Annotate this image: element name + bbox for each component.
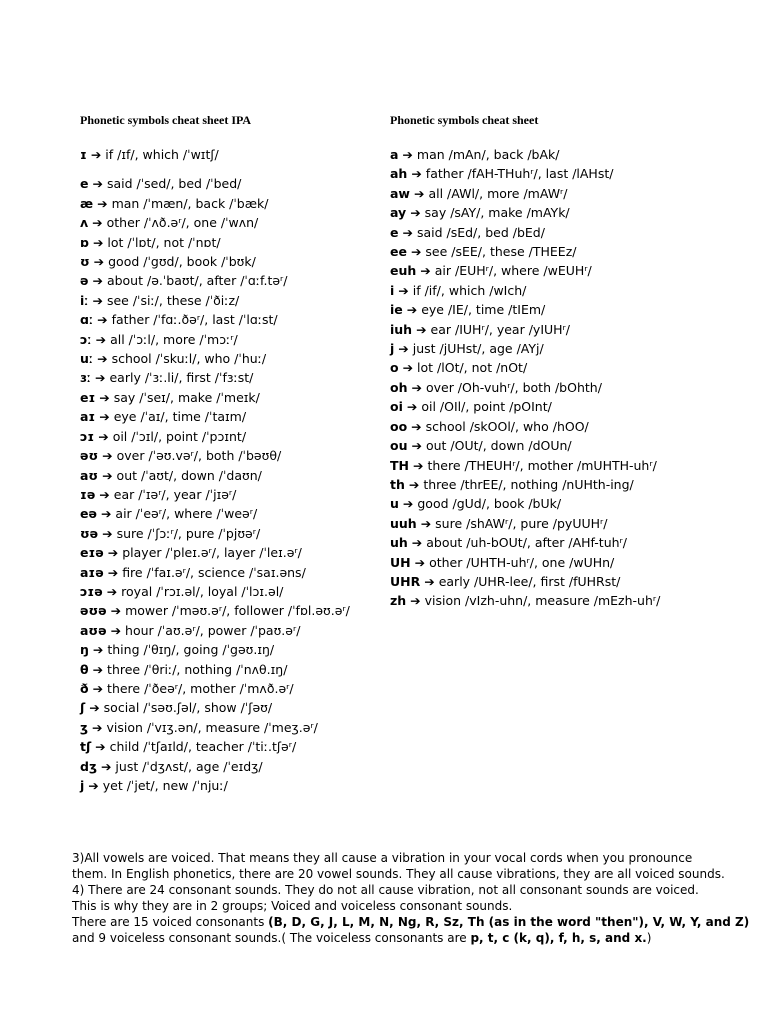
simple-row [390, 591, 750, 610]
symbol: ɪə [80, 486, 96, 502]
arrow-icon: ➔ [92, 273, 103, 289]
ipa-row [80, 233, 370, 252]
ipa-row [80, 213, 370, 232]
symbol: ŋ [80, 642, 89, 658]
symbol: ʌ [80, 215, 89, 231]
example-words: lot /ˈlɒt/, not /ˈnɒt/ [107, 234, 221, 250]
simple-row [390, 242, 750, 261]
arrow-icon: ➔ [411, 438, 422, 454]
arrow-icon: ➔ [95, 331, 107, 347]
arrow-icon: ➔ [402, 147, 413, 162]
example-words: out /OUt/, down /dOUn/ [425, 438, 572, 454]
ipa-row [80, 145, 370, 164]
arrow-icon: ➔ [99, 409, 110, 425]
arrow-icon: ➔ [102, 467, 113, 483]
ipa-row [80, 621, 370, 640]
simple-row [390, 533, 750, 552]
ipa-row [80, 407, 370, 426]
example-words: social /ˈsəʊ.ʃəl/, show /ˈʃəʊ/ [103, 700, 273, 716]
example-words: school /ˈskuːl/, who /ˈhuː/ [111, 351, 267, 367]
simple-row [390, 553, 750, 572]
ipa-row [80, 660, 370, 679]
arrow-icon: ➔ [92, 215, 103, 231]
simple-row [390, 475, 750, 494]
example-words: out /ˈaʊt/, down /ˈdaʊn/ [116, 467, 262, 483]
arrow-icon: ➔ [424, 573, 435, 589]
simple-row [390, 261, 750, 280]
arrow-icon: ➔ [406, 302, 418, 318]
arrow-icon: ➔ [102, 448, 113, 464]
symbol: a [390, 147, 399, 162]
ipa-rows [80, 145, 370, 795]
example-words: good /ˈgʊd/, book /ˈbʊk/ [108, 254, 256, 270]
symbol: aw [390, 185, 410, 201]
arrow-icon: ➔ [92, 292, 103, 308]
example-words: other /ˈʌð.əʳ/, one /ˈwʌn/ [106, 215, 259, 231]
symbol: ɔɪə [80, 583, 103, 599]
ipa-row [80, 757, 370, 776]
symbol: ʊə [80, 525, 99, 541]
arrow-icon: ➔ [413, 185, 425, 201]
symbol: ʒ [80, 719, 89, 735]
ipa-row [80, 368, 370, 387]
arrow-icon: ➔ [411, 166, 422, 182]
arrow-icon: ➔ [411, 418, 422, 434]
symbol: ou [390, 438, 408, 454]
example-words: vision /ˈvɪʒ.ən/, measure /ˈmeʒ.əʳ/ [106, 719, 318, 735]
example-words: lot /lOt/, not /nOt/ [417, 360, 528, 376]
example-words: father /ˈfɑː.ðəʳ/, last /ˈlɑːst/ [111, 312, 278, 328]
simple-row [390, 397, 750, 416]
simple-row [390, 572, 750, 591]
simple-row [390, 339, 750, 358]
notes-line-5 [72, 914, 750, 930]
simple-row [390, 203, 750, 222]
simple-row [390, 417, 750, 436]
example-words: say /ˈseɪ/, make /ˈmeɪk/ [113, 389, 260, 405]
example-words: fire /ˈfaɪ.əʳ/, science /ˈsaɪ.əns/ [122, 564, 306, 580]
simple-column [390, 112, 750, 611]
symbol: iuh [390, 321, 413, 337]
arrow-icon: ➔ [102, 525, 113, 541]
example-words: royal /ˈrɔɪ.əl/, loyal /ˈlɔɪ.əl/ [121, 583, 284, 599]
example-words: about /ə.ˈbaʊt/, after /ˈɑːf.təʳ/ [106, 273, 288, 289]
symbol: th [390, 476, 405, 492]
simple-row [390, 300, 750, 319]
simple-row [390, 164, 750, 183]
symbol: θ [80, 661, 89, 677]
arrow-icon: ➔ [408, 476, 420, 492]
arrow-icon: ➔ [411, 379, 422, 395]
symbol: ʊ [80, 254, 90, 270]
ipa-row [80, 174, 370, 193]
example-words: all /ˈɔːl/, more /ˈmɔːʳ/ [110, 331, 238, 347]
notes-line-1: 3)All vowels are voiced. That means they all cause a vibration in your vocal cords when you pronounce [72, 851, 693, 865]
simple-row [390, 145, 750, 164]
ipa-row [80, 466, 370, 485]
example-words: child /ˈtʃaɪld/, teacher /ˈtiː.tʃəʳ/ [109, 739, 297, 755]
arrow-icon: ➔ [110, 622, 122, 638]
example-words: oil /OIl/, point /pOInt/ [421, 399, 552, 415]
symbol: ɪ [80, 147, 87, 162]
symbol: oi [390, 399, 403, 415]
symbol: tʃ [80, 739, 92, 755]
symbol: TH [390, 457, 409, 473]
symbol: uuh [390, 515, 417, 531]
symbol: ɔː [80, 331, 92, 347]
ipa-row [80, 524, 370, 543]
arrow-icon: ➔ [110, 603, 122, 619]
notes-line-6-text: and 9 voiceless consonant sounds.( The voiceless consonants are [72, 931, 471, 945]
notes-line-6-close: ) [646, 931, 652, 945]
ipa-row [80, 271, 370, 290]
symbol: oh [390, 379, 408, 395]
example-words: there /ˈðeəʳ/, mother /ˈmʌð.əʳ/ [107, 680, 294, 696]
example-words: man /mAn/, back /bAk/ [416, 147, 560, 162]
arrow-icon: ➔ [92, 719, 103, 735]
example-words: ear /ˈɪəʳ/, year /ˈjɪəʳ/ [113, 486, 237, 502]
example-words: eye /IE/, time /tIEm/ [421, 302, 546, 318]
arrow-icon: ➔ [97, 195, 108, 211]
simple-row [390, 320, 750, 339]
arrow-icon: ➔ [411, 535, 423, 551]
arrow-icon: ➔ [98, 428, 109, 444]
symbol: UH [390, 554, 411, 570]
ipa-row [80, 737, 370, 756]
arrow-icon: ➔ [410, 205, 421, 221]
symbol: ɑː [80, 312, 94, 328]
ipa-row [80, 330, 370, 349]
example-words: ear /IUHʳ/, year /yIUHʳ/ [430, 321, 570, 337]
arrow-icon: ➔ [95, 370, 106, 386]
ipa-row [80, 698, 370, 717]
ipa-row [80, 543, 370, 562]
notes-line-3: 4) There are 24 consonant sounds. They do not all cause vibration, not all consonant sounds are voiced. [72, 883, 699, 897]
arrow-icon: ➔ [107, 545, 119, 561]
simple-row [390, 184, 750, 203]
symbol: əʊ [80, 448, 99, 464]
symbol: ay [390, 205, 407, 221]
arrow-icon: ➔ [99, 389, 110, 405]
arrow-icon: ➔ [107, 564, 119, 580]
symbol: ɔɪ [80, 428, 95, 444]
arrow-icon: ➔ [420, 263, 431, 279]
ipa-row [80, 776, 370, 795]
example-words: man /ˈmæn/, back /ˈbæk/ [111, 195, 269, 211]
notes-line-5-text: There are 15 voiced consonants [72, 915, 269, 929]
example-words: over /Oh-vuhʳ/, both /bOhth/ [425, 379, 602, 395]
simple-row [390, 514, 750, 533]
arrow-icon: ➔ [99, 486, 110, 502]
symbol: i [390, 282, 395, 298]
arrow-icon: ➔ [90, 147, 102, 162]
symbol: UHR [390, 573, 421, 589]
symbol: aɪ [80, 409, 96, 425]
notes-line-4: This is why they are in 2 groups; Voiced and voiceless consonant sounds. [72, 899, 513, 913]
symbol: ie [390, 302, 403, 318]
symbol: ɒ [80, 234, 89, 250]
symbol: əʊə [80, 603, 107, 619]
example-words: other /UHTH-uhʳ/, one /wUHn/ [429, 554, 615, 570]
symbol: uh [390, 535, 408, 551]
simple-rows [390, 145, 750, 611]
symbol: iː [80, 292, 89, 308]
symbol: ɜː [80, 370, 92, 386]
example-words: oil /ˈɔɪl/, point /ˈpɔɪnt/ [112, 428, 247, 444]
ipa-row [80, 504, 370, 523]
example-words: about /uh-bOUt/, after /AHf-tuhʳ/ [426, 535, 627, 551]
arrow-icon: ➔ [106, 583, 118, 599]
symbol: e [390, 224, 399, 240]
example-words: said /ˈsed/, bed /ˈbed/ [106, 176, 242, 192]
arrow-icon: ➔ [92, 176, 103, 192]
example-words: vision /vIzh-uhn/, measure /mEzh-uhʳ/ [424, 593, 661, 609]
simple-row [390, 281, 750, 300]
arrow-icon: ➔ [92, 661, 104, 677]
example-words: see /sEE/, these /THEEz/ [425, 244, 577, 260]
notes-block [72, 850, 750, 946]
symbol: eɪ [80, 389, 96, 405]
symbol: ʃ [80, 700, 86, 716]
example-words: thing /ˈθɪŋ/, going /ˈgəʊ.ɪŋ/ [107, 642, 275, 658]
ipa-row [80, 310, 370, 329]
symbol: æ [80, 195, 94, 211]
symbol: ee [390, 244, 407, 260]
symbol: dʒ [80, 758, 97, 774]
arrow-icon: ➔ [416, 321, 427, 337]
arrow-icon: ➔ [402, 224, 413, 240]
arrow-icon: ➔ [412, 457, 424, 473]
arrow-icon: ➔ [93, 254, 105, 270]
example-words: just /ˈdʒʌst/, age /ˈeɪdʒ/ [115, 758, 263, 774]
arrow-icon: ➔ [92, 680, 104, 696]
example-words: early /UHR-lee/, first /fUHRst/ [438, 573, 621, 589]
arrow-icon: ➔ [402, 360, 414, 376]
example-words: see /ˈsiː/, these /ˈðiːz/ [106, 292, 240, 308]
ipa-row [80, 582, 370, 601]
arrow-icon: ➔ [97, 312, 108, 328]
example-words: say /sAY/, make /mAYk/ [424, 205, 570, 221]
simple-row [390, 456, 750, 475]
example-words: yet /ˈjet/, new /ˈnjuː/ [102, 778, 228, 793]
example-words: early /ˈɜː.li/, first /ˈfɜːst/ [109, 370, 254, 386]
example-words: air /ˈeəʳ/, where /ˈweəʳ/ [115, 506, 258, 522]
symbol: j [80, 778, 85, 793]
symbol: uː [80, 351, 94, 367]
ipa-row [80, 563, 370, 582]
simple-row [390, 378, 750, 397]
ipa-row [80, 718, 370, 737]
ipa-row [80, 388, 370, 407]
example-words: mower /ˈməʊ.əʳ/, follower /ˈfɒl.əʊ.əʳ/ [125, 603, 350, 619]
arrow-icon: ➔ [414, 554, 426, 570]
example-words: said /sEd/, bed /bEd/ [416, 224, 545, 240]
ipa-column [80, 112, 370, 795]
example-words: if /ɪf/, which /ˈwɪtʃ/ [105, 147, 219, 162]
example-words: just /jUHst/, age /AYj/ [412, 341, 544, 357]
arrow-icon: ➔ [406, 399, 418, 415]
symbol: o [390, 360, 399, 376]
arrow-icon: ➔ [100, 758, 112, 774]
simple-row [390, 358, 750, 377]
example-words: if /if/, which /wIch/ [412, 282, 527, 298]
voiceless-consonants-list: p, t, c (k, q), f, h, s, and x. [470, 931, 647, 945]
arrow-icon: ➔ [89, 700, 100, 716]
voiced-consonants-list: (B, D, G, J, L, M, N, Ng, R, Sz, Th (as in the word "then"), V, W, Y, and Z) [268, 915, 750, 929]
symbol: aɪə [80, 564, 104, 580]
notes-line-6 [72, 930, 732, 946]
ipa-row [80, 485, 370, 504]
simple-row [390, 223, 750, 242]
ipa-row [80, 601, 370, 620]
example-words: eye /ˈaɪ/, time /ˈtaɪm/ [113, 409, 247, 425]
arrow-icon: ➔ [410, 244, 422, 260]
symbol: ah [390, 166, 408, 182]
symbol: aʊ [80, 467, 99, 483]
arrow-icon: ➔ [95, 739, 106, 755]
arrow-icon: ➔ [398, 282, 409, 298]
ipa-row [80, 252, 370, 271]
ipa-heading: Phonetic symbols cheat sheet IPA [80, 113, 252, 127]
symbol: eɪə [80, 545, 104, 561]
symbol: u [390, 496, 399, 512]
simple-row [390, 436, 750, 455]
example-words: sure /shAWʳ/, pure /pyUUHʳ/ [435, 515, 608, 531]
example-words: hour /ˈaʊ.əʳ/, power /ˈpaʊ.əʳ/ [125, 622, 301, 638]
example-words: school /skOOl/, who /hOO/ [425, 418, 589, 434]
symbol: e [80, 176, 89, 192]
symbol: aʊə [80, 622, 107, 638]
arrow-icon: ➔ [100, 506, 112, 522]
ipa-row [80, 194, 370, 213]
arrow-icon: ➔ [97, 351, 108, 367]
ipa-row [80, 640, 370, 659]
arrow-icon: ➔ [88, 778, 99, 793]
symbol: j [390, 341, 395, 357]
ipa-row [80, 446, 370, 465]
arrow-icon: ➔ [402, 496, 414, 512]
notes-line-2: them. In English phonetics, there are 20 vowel sounds. They all cause vibrations, they are all voiced sounds. [72, 867, 725, 881]
symbol: ð [80, 680, 89, 696]
symbol: oo [390, 418, 408, 434]
example-words: three /ˈθriː/, nothing /ˈnʌθ.ɪŋ/ [107, 661, 288, 677]
symbol: zh [390, 593, 407, 609]
arrow-icon: ➔ [398, 341, 409, 357]
example-words: over /ˈəʊ.vəʳ/, both /ˈbəʊθ/ [116, 448, 282, 464]
arrow-icon: ➔ [410, 593, 421, 609]
example-words: air /EUHʳ/, where /wEUHʳ/ [434, 263, 592, 279]
symbol: euh [390, 263, 417, 279]
ipa-row [80, 349, 370, 368]
example-words: father /fAH-THuhʳ/, last /lAHst/ [425, 166, 614, 182]
simple-row [390, 494, 750, 513]
example-words: all /AWl/, more /mAWʳ/ [428, 185, 568, 201]
symbol: ə [80, 273, 89, 289]
simple-heading: Phonetic symbols cheat sheet [390, 113, 539, 127]
example-words: there /THEUHʳ/, mother /mUHTH-uhʳ/ [427, 457, 657, 473]
ipa-row [80, 291, 370, 310]
example-words: three /thrEE/, nothing /nUHth-ing/ [423, 476, 634, 492]
arrow-icon: ➔ [92, 642, 104, 658]
symbol: eə [80, 506, 97, 522]
arrow-icon: ➔ [92, 234, 104, 250]
ipa-row [80, 679, 370, 698]
ipa-row [80, 427, 370, 446]
example-words: good /gUd/, book /bUk/ [417, 496, 562, 512]
example-words: player /ˈpleɪ.əʳ/, layer /ˈleɪ.əʳ/ [122, 545, 302, 561]
arrow-icon: ➔ [420, 515, 432, 531]
example-words: sure /ˈʃɔːʳ/, pure /ˈpjʊəʳ/ [116, 525, 261, 541]
